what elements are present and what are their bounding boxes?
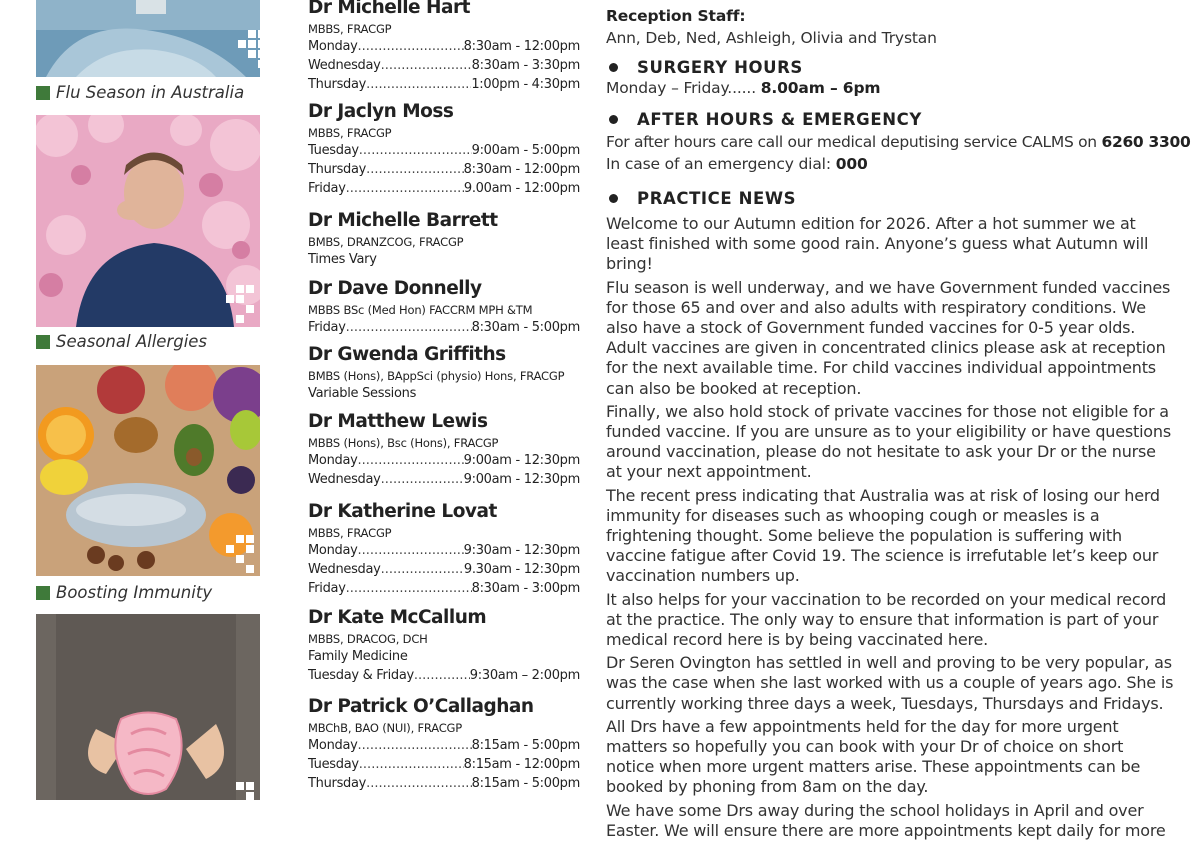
- session-row: Friday ..... 9.00am - 12:00pm: [308, 179, 580, 198]
- flu-photo-icon: [36, 0, 260, 77]
- doctor-michelle-hart: [308, 0, 580, 94]
- doctor-name: Dr Matthew Lewis: [308, 411, 488, 432]
- reception-section: [606, 6, 1176, 48]
- doctor-qualifications: BMBS (Hons), BAppSci (physio) Hons, FRACGP: [308, 369, 565, 383]
- practice-news-title: PRACTICE NEWS: [606, 187, 1176, 209]
- session-row: Tuesday ..... 8:15am - 12:00pm: [308, 755, 580, 774]
- session-row: Thursday ..... 8:30am - 12:00pm: [308, 160, 580, 179]
- session-row: Monday ..... 8:15am - 5:00pm: [308, 736, 580, 755]
- doctor-jaclyn-moss: [308, 101, 580, 198]
- food-photo-icon: [36, 365, 260, 576]
- after-hours-title: AFTER HOURS & EMERGENCY: [606, 108, 1176, 130]
- allergy-photo-icon: [36, 115, 260, 327]
- session-row: Monday ..... 9:00am - 12:30pm: [308, 451, 580, 470]
- session-row: Wednesday ..... 8:30am - 3:30pm: [308, 56, 580, 75]
- session-row: Thursday ..... 1:00pm - 4:30pm: [308, 75, 580, 94]
- flu-caption-text: Flu Season in Australia: [56, 83, 245, 102]
- doctor-note: Variable Sessions: [308, 386, 417, 401]
- flu-caption: [36, 83, 244, 102]
- doctor-qualifications: MBBS (Hons), Bsc (Hons), FRACGP: [308, 436, 499, 450]
- after-hours-line: For after hours care call our medical deputising service CALMS on 6260 3300: [606, 133, 1191, 151]
- session-row: Thursday ..... 8:15am - 5:00pm: [308, 774, 580, 793]
- caption-marker-icon: [36, 586, 50, 600]
- news-paragraph: Flu season is well underway, and we have Government funded vaccines for those 65 and over and also adults with respiratory conditions. We also have a stock of Government funded vaccines for 0-5 year olds. Adult vaccines are given in concentrated clinics please ask at reception for the next available time. For child vaccines individual appointments can also be booked at reception.: [606, 277, 1171, 398]
- allergy-photo: [36, 115, 260, 327]
- doctor-note: Times Vary: [308, 252, 377, 267]
- flu-photo: [36, 0, 260, 77]
- doctor-name: Dr Patrick O’Callaghan: [308, 696, 534, 717]
- doctor-name: Dr Gwenda Griffiths: [308, 344, 506, 365]
- practice-news-section: [606, 187, 1176, 844]
- allergy-caption: [36, 332, 207, 351]
- doctor-name: Dr Michelle Barrett: [308, 210, 498, 231]
- doctor-name: Dr Katherine Lovat: [308, 501, 497, 522]
- news-paragraph: Dr Seren Ovington has settled in well and proving to be very popular, as was the case when she last worked with us a couple of years ago. She is currently working three days a week, Tuesdays, Thursdays and Fridays.: [606, 653, 1174, 713]
- surgery-hours-line: Monday – Friday...... 8.00am – 6pm: [606, 79, 881, 97]
- emergency-line: In case of an emergency dial: 000: [606, 155, 868, 173]
- doctor-patrick-ocallaghan: [308, 696, 580, 793]
- session-row: Tuesday & Friday ..... 9:30am – 2:00pm: [308, 666, 580, 685]
- news-paragraph: We have some Drs away during the school holidays in April and over Easter. We will ensure there are more appointments kept daily for more: [606, 800, 1166, 840]
- caption-marker-icon: [36, 86, 50, 100]
- news-paragraph: The recent press indicating that Australia was at risk of losing our herd immunity for diseases such as whooping cough or measles is a frightening thought. Some believe the population is suffering with vaccine fatigue after Covid 19. The science is irrefutable let’s keep our vaccination numbers up.: [606, 485, 1160, 586]
- session-row: Friday ..... 8:30am - 5:00pm: [308, 318, 580, 337]
- gut-health-photo: [36, 614, 260, 800]
- doctor-name: Dr Kate McCallum: [308, 607, 487, 628]
- doctor-name: Dr Dave Donnelly: [308, 278, 482, 299]
- caption-marker-icon: [36, 335, 50, 349]
- food-caption: [36, 583, 212, 602]
- session-row: Tuesday ..... 9:00am - 5:00pm: [308, 141, 580, 160]
- reception-names: Ann, Deb, Ned, Ashleigh, Olivia and Trystan: [606, 29, 937, 47]
- doctor-gwenda-griffiths: [308, 344, 580, 403]
- doctor-matthew-lewis: [308, 411, 580, 489]
- food-photo: [36, 365, 260, 576]
- news-paragraph: Finally, we also hold stock of private vaccines for those not eligible for a funded vaccine. If you are unsure as to your eligibility or have questions around vaccination, please do not hesitate to ask your Dr or the nurse at your next appointment.: [606, 401, 1171, 482]
- doctor-qualifications: MBBS, FRACGP: [308, 126, 392, 140]
- doctor-katherine-lovat: [308, 501, 580, 598]
- food-caption-text: Boosting Immunity: [56, 583, 213, 602]
- doctor-qualifications: MBBS, DRACOG, DCH: [308, 632, 428, 646]
- doctor-note: Family Medicine: [308, 649, 408, 664]
- session-row: Wednesday ..... 9:00am - 12:30pm: [308, 470, 580, 489]
- doctor-qualifications: BMBS, DRANZCOG, FRACGP: [308, 235, 464, 249]
- doctor-name: Dr Jaclyn Moss: [308, 101, 454, 122]
- session-row: Friday ..... 8:30am - 3:00pm: [308, 579, 580, 598]
- bullet-icon: [609, 63, 618, 72]
- news-paragraph: All Drs have a few appointments held for the day for more urgent matters so hopefully you can book with your Dr of choice on short notice when more urgent matters arise. These appointments can be booked by phoning from 8am on the day.: [606, 716, 1141, 797]
- allergy-caption-text: Seasonal Allergies: [56, 332, 208, 351]
- bullet-icon: [609, 194, 618, 203]
- surgery-hours-title: SURGERY HOURS: [606, 56, 1176, 78]
- surgery-hours-section: [606, 56, 1176, 98]
- after-hours-section: [606, 108, 1191, 174]
- doctor-qualifications: MBChB, BAO (NUI), FRACGP: [308, 721, 462, 735]
- reception-label: Reception Staff:: [606, 7, 746, 25]
- doctor-qualifications: MBBS BSc (Med Hon) FACCRM MPH &TM: [308, 303, 533, 317]
- news-paragraph: Welcome to our Autumn edition for 2026. After a hot summer we at least finished with some good rain. Anyone’s guess what Autumn will bring!: [606, 214, 1149, 274]
- doctor-name: Dr Michelle Hart: [308, 0, 470, 18]
- doctor-qualifications: MBBS, FRACGP: [308, 526, 392, 540]
- session-row: Monday ..... 9:30am - 12:30pm: [308, 541, 580, 560]
- session-row: Monday ..... 8:30am - 12:00pm: [308, 37, 580, 56]
- doctor-kate-mccallum: [308, 607, 580, 685]
- doctor-michelle-barrett: [308, 210, 580, 269]
- doctor-dave-donnelly: [308, 278, 580, 337]
- news-paragraph: It also helps for your vaccination to be recorded on your medical record at the practice. The only way to ensure that information is part of your medical record here is by being vaccinated here.: [606, 589, 1167, 650]
- session-row: Wednesday ..... 9.30am - 12:30pm: [308, 560, 580, 579]
- gut-health-photo-icon: [36, 614, 260, 800]
- bullet-icon: [609, 115, 618, 124]
- doctor-qualifications: MBBS, FRACGP: [308, 22, 392, 36]
